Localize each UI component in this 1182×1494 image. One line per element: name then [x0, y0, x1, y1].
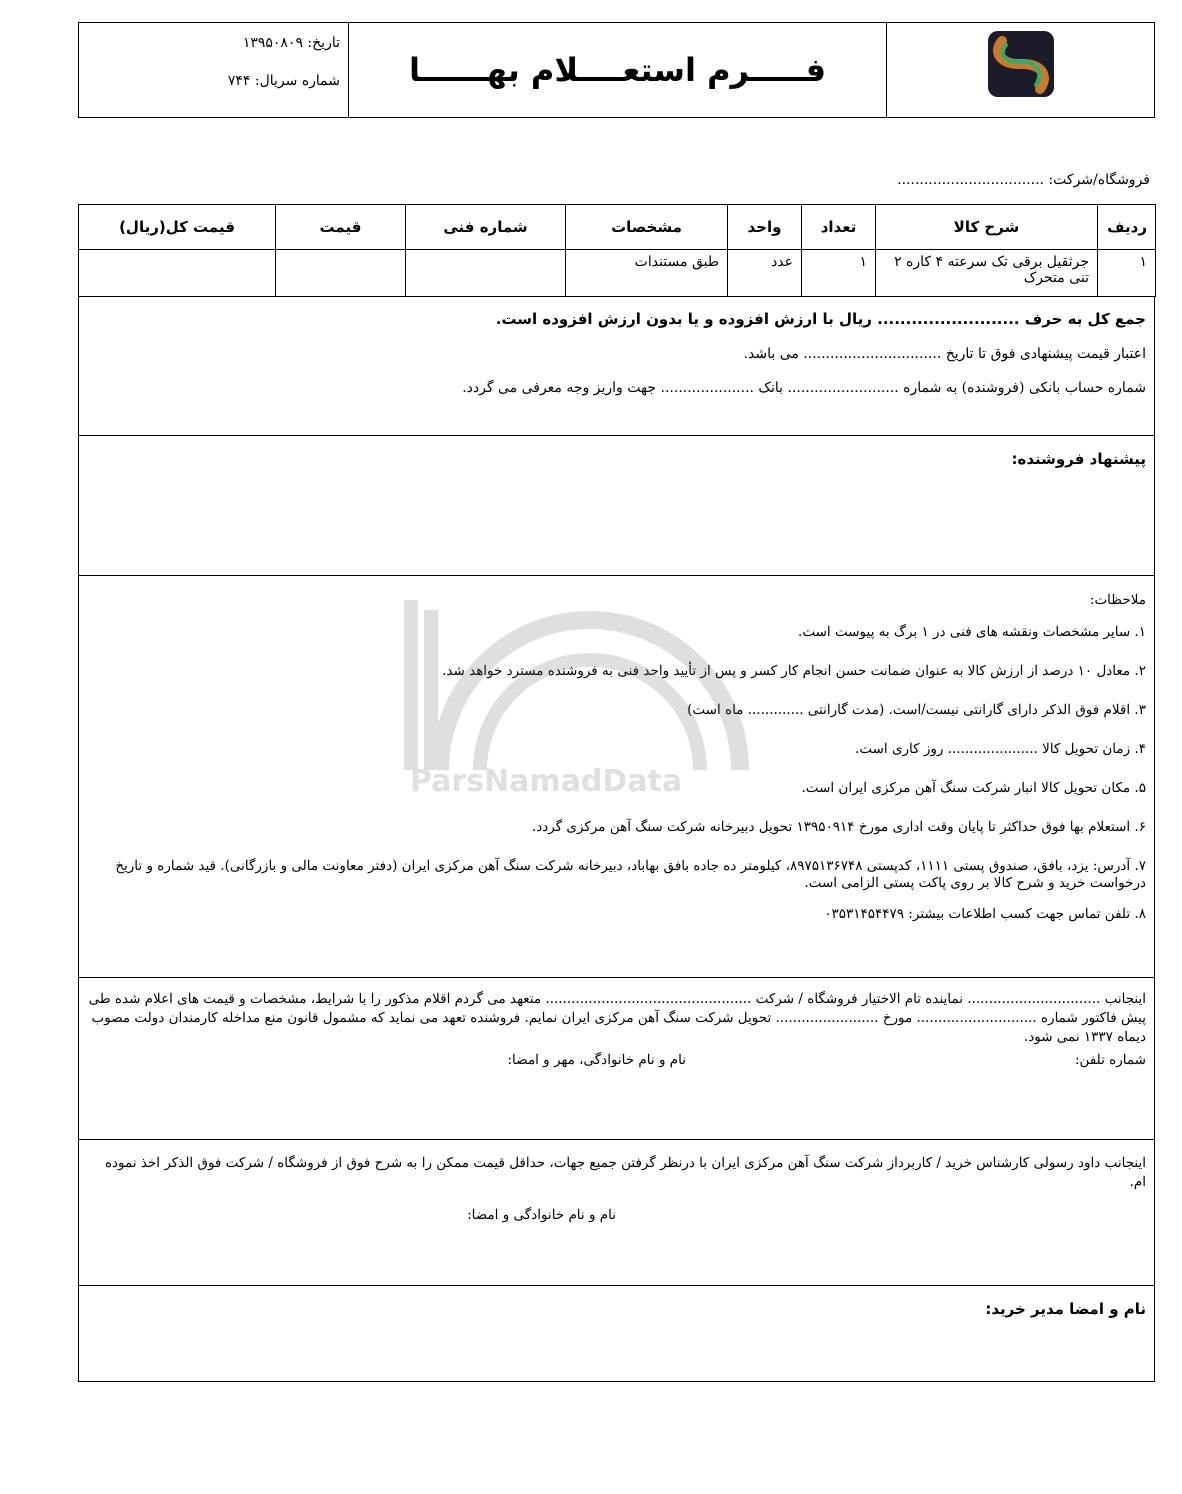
col-price: قیمت — [276, 205, 406, 250]
date-label: تاریخ: ۱۳۹۵۰۸۰۹ — [242, 35, 340, 51]
buyer-statement-section — [78, 1140, 1155, 1286]
items-table — [78, 204, 1156, 297]
cell-total-price[interactable] — [79, 250, 276, 297]
cell-row-no: ۱ — [1098, 250, 1156, 297]
buyer-sign-label: نام و نام خانوادگی و امضا: — [467, 1207, 616, 1223]
cell-unit: عدد — [728, 250, 802, 297]
form-header — [78, 22, 1155, 118]
note-item: ۳. اقلام فوق الذکر دارای گارانتی نیست/است. (مدت گارانتی ............. ماه است) — [687, 702, 1146, 718]
col-tech-no: شماره فنی — [406, 205, 566, 250]
header-meta — [79, 23, 349, 117]
pledge-text: اینجانب ............................... نماینده تام الاختیار فروشگاه / شرکت ................................................ متعهد می گردم اقلام مذکور را با شرایط، مشخصات و قیمت های اعلام شده طی پیش فاکتور شماره ............................ مورخ ........................ تحویل شرکت سنگ آهن مرکزی ایران نمایم. فروشنده تعهد می نماید که مشمول قانون منع مداخله کارمندان دولت مصوب دیماه ۱۳۳۷ نمی شود. — [88, 991, 1146, 1045]
note-item: ۲. معادل ۱۰ درصد از ارزش کالا به عنوان ضمانت حسن انجام کار کسر و پس از تأیید واحد فنی به فروشنده مسترد خواهد شد. — [442, 663, 1146, 679]
col-unit: واحد — [728, 205, 802, 250]
cell-specs: طبق مستندات — [566, 250, 728, 297]
company-logo-icon — [988, 31, 1054, 97]
seller-offer-title: پیشنهاد فروشنده: — [1011, 450, 1146, 468]
notes-section — [78, 576, 1155, 978]
seller-sign-label: نام و نام خانوادگی، مهر و امضا: — [507, 1052, 686, 1068]
shop-company-line: فروشگاه/شرکت: ................................. — [897, 172, 1150, 188]
bank-account-line: شماره حساب بانکی (فروشنده) به شماره ......................... بانک ..................... جهت واریز وجه معرفی می گردد. — [462, 380, 1146, 396]
buyer-text: اینجانب داود رسولی کارشناس خرید / کاربرداز شرکت سنگ آهن مرکزی ایران با درنظر گرفتن جمیع جهات، حداقل قیمت ممکن را به شرح فوق از فروشگاه / شرکت فوق الذکر اخذ نموده ام. — [104, 1155, 1146, 1190]
phone-label: شماره تلفن: — [1075, 1052, 1146, 1068]
cell-description: جرثقیل برقی تک سرعته ۴ کاره ۲ تنی متحرک — [876, 250, 1098, 297]
cell-tech-no[interactable] — [406, 250, 566, 297]
purchase-manager-section — [78, 1286, 1155, 1382]
table-row — [79, 250, 1156, 297]
note-item: ۵. مکان تحویل کالا انبار شرکت سنگ آهن مرکزی ایران است. — [801, 780, 1146, 796]
note-item: ۶. استعلام بها فوق حداکثر تا پایان وقت اداری مورخ ۱۳۹۵۰۹۱۴ تحویل دبیرخانه شرکت سنگ آهن مرکزی گردد. — [531, 819, 1146, 835]
note-item: ۸. تلفن تماس جهت کسب اطلاعات بیشتر: ۰۳۵۳۱۴۵۴۴۷۹ — [824, 906, 1146, 922]
notes-label: ملاحظات: — [1089, 592, 1146, 608]
cell-quantity: ۱ — [802, 250, 876, 297]
seller-offer-section — [78, 436, 1155, 576]
note-item: ۴. زمان تحویل کالا ..................... روز کاری است. — [855, 741, 1146, 757]
note-item: ۷. آدرس: یزد، بافق، صندوق پستی ۱۱۱۱، کدپستی ۸۹۷۵۱۳۶۷۴۸، کیلومتر ده جاده بافق بهاباد، دبیرخانه شرکت سنگ آهن مرکزی ایران (دفتر معاونت مالی و بازرگانی). قید شماره و تاریخ درخواست خرید و شرح کالا بر روی پاکت پستی الزامی است. — [115, 858, 1146, 891]
watermark-text: ParsNamadData — [410, 764, 683, 799]
col-specs: مشخصات — [566, 205, 728, 250]
validity-line: اعتبار قیمت پیشنهادی فوق تا تاریخ ............................... می باشد. — [743, 346, 1146, 362]
form-title: فـــــرم استعــــلام بهــــــا — [408, 51, 827, 89]
seller-pledge-section — [78, 978, 1155, 1140]
serial-label: شماره سریال: ۷۴۴ — [227, 73, 340, 89]
total-in-words: جمع کل به حرف ......................... ریال با ارزش افزوده و یا بدون ارزش افزوده است. — [495, 310, 1146, 328]
col-row-no: ردیف — [1098, 205, 1156, 250]
col-description: شرح کالا — [876, 205, 1098, 250]
cell-price[interactable] — [276, 250, 406, 297]
total-section — [78, 296, 1155, 436]
pledge-signature-row — [87, 1051, 1146, 1070]
col-total-price: قیمت کل(ریال) — [79, 205, 276, 250]
header-logo-cell — [887, 23, 1154, 117]
note-item: ۱. سایر مشخصات ونقشه های فنی در ۱ برگ به پیوست است. — [798, 624, 1146, 640]
col-quantity: تعداد — [802, 205, 876, 250]
table-header-row — [79, 205, 1156, 250]
header-title-cell — [349, 23, 887, 117]
manager-sign-title: نام و امضا مدیر خرید: — [985, 1300, 1146, 1318]
